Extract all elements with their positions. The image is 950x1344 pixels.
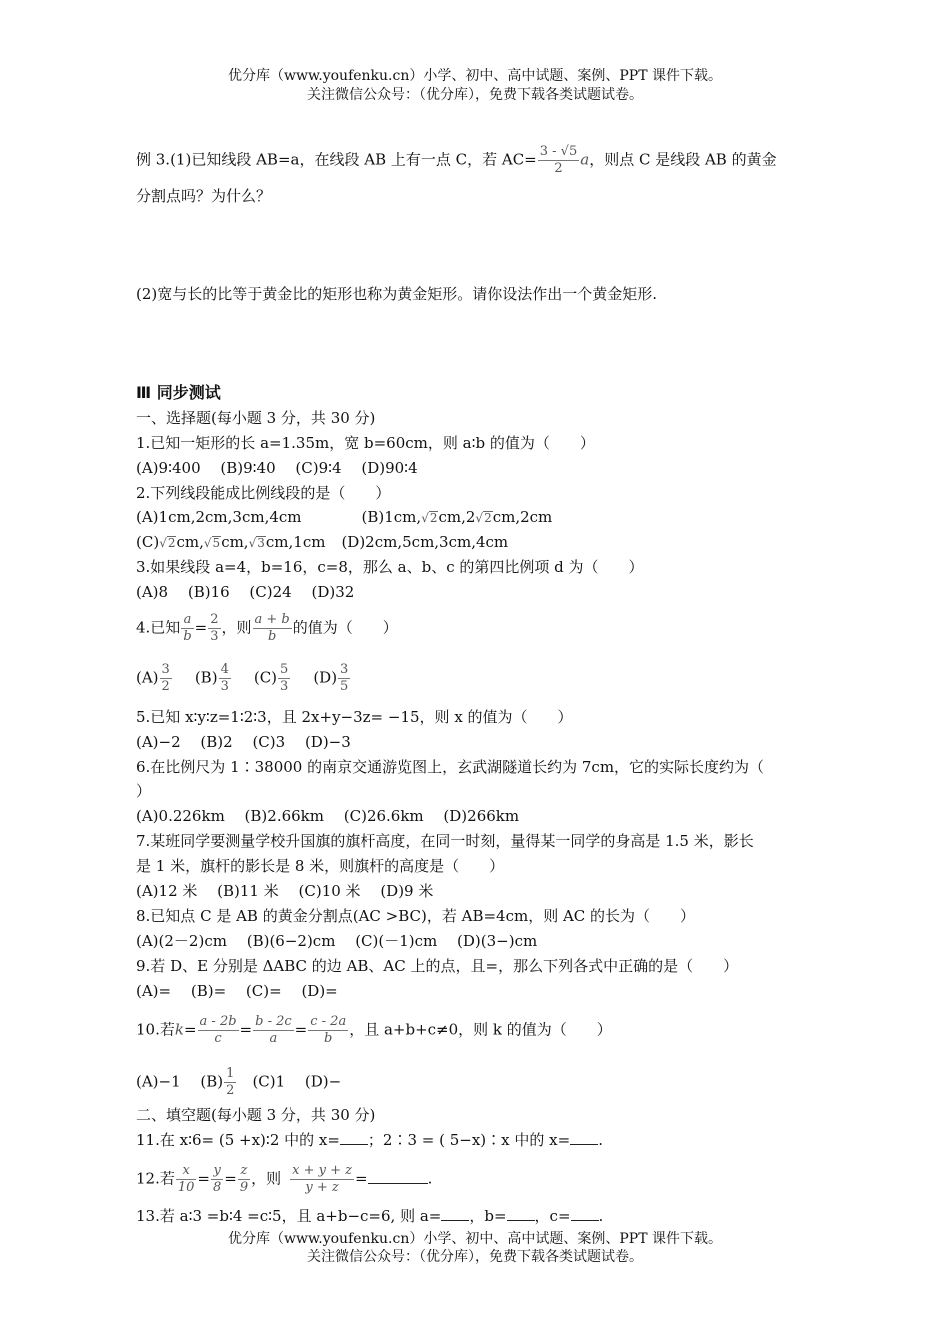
question-4-options: (A) $\frac{3}{2}$ (B) $\frac{4}{3}$ (C) $\frac{5}{3}$ (D) $\frac{3}{5}$ [136, 662, 349, 694]
question-3: 3.如果线段 a=4，b=16，c=8，那么 a、b、c 的第四比例项 d 为（ ） [136, 558, 644, 576]
question-8-options: (A)(2－2)cm (B)(6−2)cm (C)(－1)cm (D)(3−)cm [136, 932, 538, 950]
question-10-options: (A)−1 (B) $\frac{1}{2}$ (C)1 (D)− [136, 1066, 342, 1098]
question-2: 2.下列线段能成比例线段的是（ ） [136, 484, 391, 502]
example3-part1-line2: 分割点吗？为什么？ [136, 187, 272, 205]
question-6-line2: ） [136, 782, 152, 800]
answer-blank[interactable] [368, 1169, 428, 1184]
section-title: Ⅲ 同步测试 [136, 383, 221, 402]
question-2-options-cd: (C)√2cm,√5cm,√3cm,1cm (D)2cm,5cm,3cm,4cm [136, 533, 509, 551]
part1-heading: 一、选择题(每小题 3 分，共 30 分) [136, 409, 376, 427]
frac-a-over-b: $\frac{a}{b}$ [183, 612, 192, 644]
answer-blank[interactable] [507, 1206, 535, 1221]
example3-part1: 例 3.(1)已知线段 AB=a，在线段 AB 上有一点 C，若 AC= $\frac{3 - √5}{2}$ a，则点 C 是线段 AB 的黄金 [136, 144, 777, 176]
question-4: 4.已知 $\frac{a}{b}$ = $\frac{2}{3}$ ，则 $\frac{a + b}{b}$ 的值为（ ） [136, 612, 398, 644]
frac-2-over-3: $\frac{2}{3}$ [210, 612, 219, 644]
answer-blank[interactable] [570, 1130, 598, 1145]
example3-part2: (2)宽与长的比等于黄金比的矩形也称为黄金矩形。请你设法作出一个黄金矩形. [136, 285, 658, 303]
question-7-line2: 是 1 米，旗杆的影长是 8 米，则旗杆的高度是（ ） [136, 857, 505, 875]
header-line-1: 优分库（www.youfenku.cn）小学、初中、高中试题、案例、PPT 课件下载。 [227, 68, 722, 84]
ac-fraction: $\frac{3 - √5}{2}$ [539, 144, 578, 176]
answer-blank[interactable] [441, 1206, 469, 1221]
question-1-options: (A)9∶400 (B)9∶40 (C)9∶4 (D)90∶4 [136, 459, 418, 477]
answer-blank[interactable] [571, 1206, 599, 1221]
question-5: 5.已知 x∶y∶z=1∶2∶3，且 2x+y−3z= −15，则 x 的值为（ ） [136, 708, 573, 726]
question-8: 8.已知点 C 是 AB 的黄金分割点(AC >BC)，若 AB=4cm，则 AC 的长为（ ） [136, 907, 696, 925]
question-2-options-ab: (A)1cm,2cm,3cm,4cm (B)1cm,√2cm,2√2cm,2cm [136, 508, 553, 526]
question-6: 6.在比例尺为 1∶38000 的南京交通游览图上，玄武湖隧道长约为 7cm，它的实际长度约为（ [136, 758, 765, 776]
question-5-options: (A)−2 (B)2 (C)3 (D)−3 [136, 733, 351, 751]
question-13: 13.若 a∶3 =b∶4 =c∶5，且 a+b−c=6, 则 a= ，b= ，c= . [136, 1207, 604, 1225]
question-11: 11.在 x∶6= (5 +x)∶2 中的 x= ；2∶3 = ( 5−x)∶x 中的 x= . [136, 1131, 603, 1149]
header-line-2: 关注微信公众号：（优分库），免费下载各类试题试卷。 [307, 87, 643, 103]
question-9: 9.若 D、E 分别是 ΔABC 的边 AB、AC 上的点，且=，那么下列各式中正确的是（ ） [136, 957, 739, 975]
footer-line-2: 关注微信公众号：（优分库），免费下载各类试题试卷。 [307, 1249, 643, 1265]
question-10: 10.若k= $\frac{a - 2b}{c}$ = $\frac{b - 2c}{a}$ = $\frac{c - 2a}{b}$ ，且 a+b+c≠0，则 k 的值为（ ） [136, 1014, 612, 1046]
footer-line-1: 优分库（www.youfenku.cn）小学、初中、高中试题、案例、PPT 课件下载。 [227, 1231, 722, 1247]
question-3-options: (A)8 (B)16 (C)24 (D)32 [136, 583, 355, 601]
part2-heading: 二、填空题(每小题 3 分，共 30 分) [136, 1106, 376, 1124]
question-1: 1.已知一矩形的长 a=1.35m，宽 b=60cm，则 a∶b 的值为（ ） [136, 434, 595, 452]
question-9-options: (A)= (B)= (C)= (D)= [136, 982, 338, 1000]
answer-blank[interactable] [340, 1130, 368, 1145]
question-7: 7.某班同学要测量学校升国旗的旗杆高度，在同一时刻，量得某一同学的身高是 1.5 米，影长 [136, 832, 754, 850]
question-7-options: (A)12 米 (B)11 米 (C)10 米 (D)9 米 [136, 882, 434, 900]
question-12: 12.若 $\frac{x}{10}$ = $\frac{y}{8}$ = $\frac{z}{9}$ ，则 $\frac{x + y + z}{y + z}$ = . [136, 1163, 433, 1195]
question-6-options: (A)0.226km (B)2.66km (C)26.6km (D)266km [136, 807, 520, 825]
frac-apb-over-b: $\frac{a + b}{b}$ [254, 612, 290, 644]
